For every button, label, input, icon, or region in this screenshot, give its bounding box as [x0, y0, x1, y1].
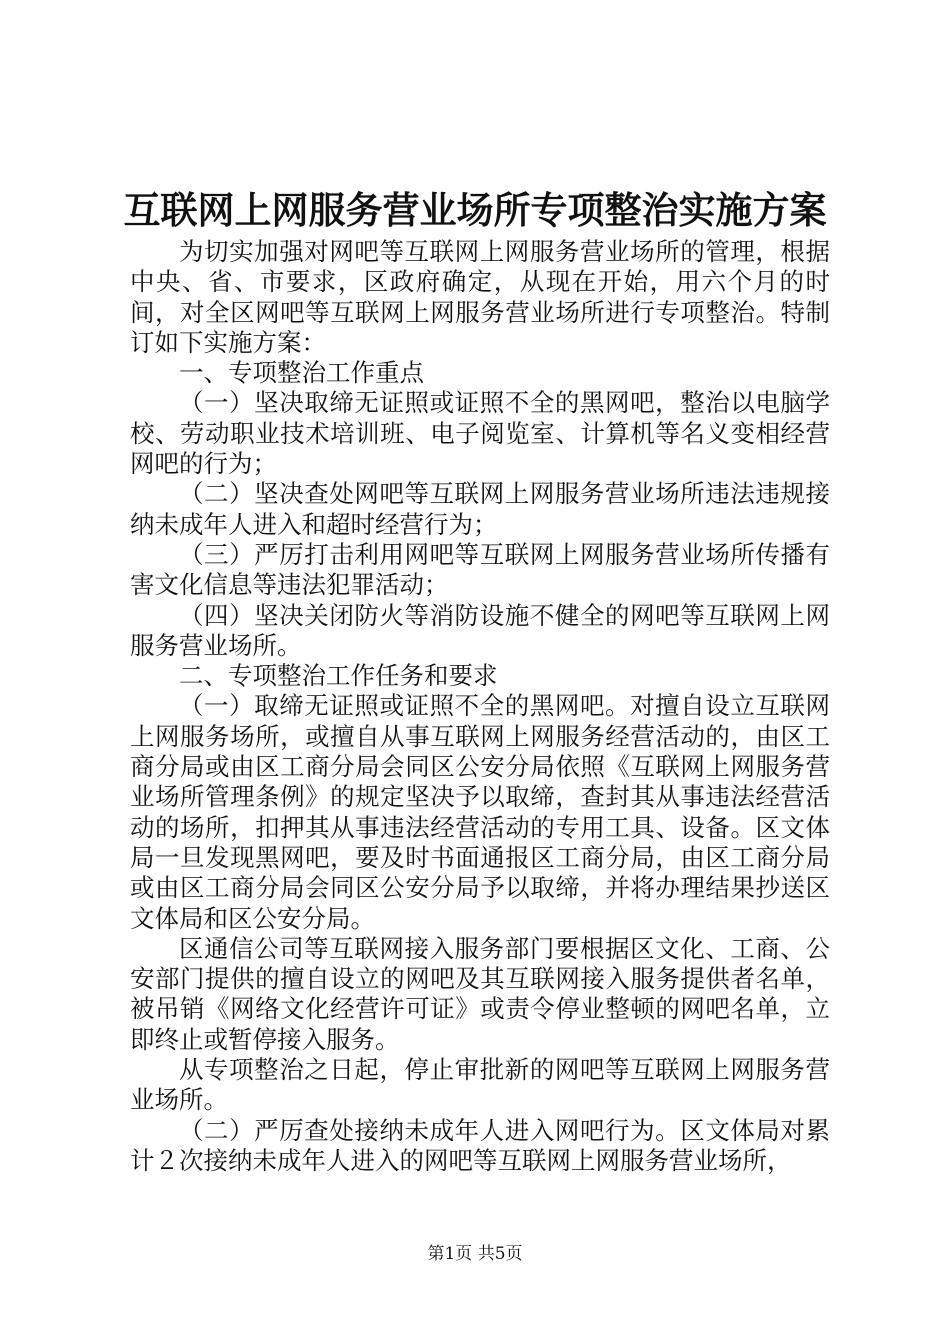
document-title: 互联网上网服务营业场所专项整治实施方案 [123, 188, 827, 232]
paragraph-item: （二）严厉查处接纳未成年人进入网吧行为。区文体局对累计２次接纳未成年人进入的网吧等互联网上网服务营业场所， [130, 1115, 830, 1175]
section-heading-1: 一、专项整治工作重点 [179, 358, 424, 388]
document-body [130, 237, 830, 1176]
section-heading-2: 二、专项整治工作任务和要求 [179, 661, 498, 691]
page-footer: 第1页 共5页 [427, 1244, 523, 1264]
paragraph-item: （二）坚决查处网吧等互联网上网服务营业场所违法违规接纳未成年人进入和超时经营行为； [130, 479, 830, 539]
paragraph-item: （一）坚决取缔无证照或证照不全的黑网吧，整治以电脑学校、劳动职业技术培训班、电子阅览室、计算机等名义变相经营网吧的行为； [130, 388, 830, 479]
paragraph: 区通信公司等互联网接入服务部门要根据区文化、工商、公安部门提供的擅自设立的网吧及其互联网接入服务提供者名单，被吊销《网络文化经营许可证》或责令停业整顿的网吧名单，立即终止或暂停接入服务。 [130, 933, 830, 1054]
paragraph-intro: 为切实加强对网吧等互联网上网服务营业场所的管理，根据中央、省、市要求，区政府确定，从现在开始，用六个月的时间，对全区网吧等互联网上网服务营业场所进行专项整治。特制订如下实施方案： [130, 237, 830, 357]
paragraph-item: （四）坚决关闭防火等消防设施不健全的网吧等互联网上网服务营业场所。 [130, 600, 830, 660]
paragraph-item: （三）严厉打击利用网吧等互联网上网服务营业场所传播有害文化信息等违法犯罪活动； [130, 539, 830, 600]
paragraph-item: （一）取缔无证照或证照不全的黑网吧。对擅自设立互联网上网服务场所，或擅自从事互联网上网服务经营活动的，由区工商分局或由区工商分局会同区公安分局依照《互联网上网服务营业场所管理条例》的规定坚决予以取缔，查封其从事违法经营活动的场所，扣押其从事违法经营活动的专用工具、设备。区文体局一旦发现黑网吧，要及时书面通报区工商分局，由区工商分局或由区工商分局会同区公安分局予以取缔，并将办理结果抄送区文体局和区公安分局。 [130, 691, 830, 933]
paragraph: 从专项整治之日起，停止审批新的网吧等互联网上网服务营业场所。 [130, 1055, 830, 1115]
